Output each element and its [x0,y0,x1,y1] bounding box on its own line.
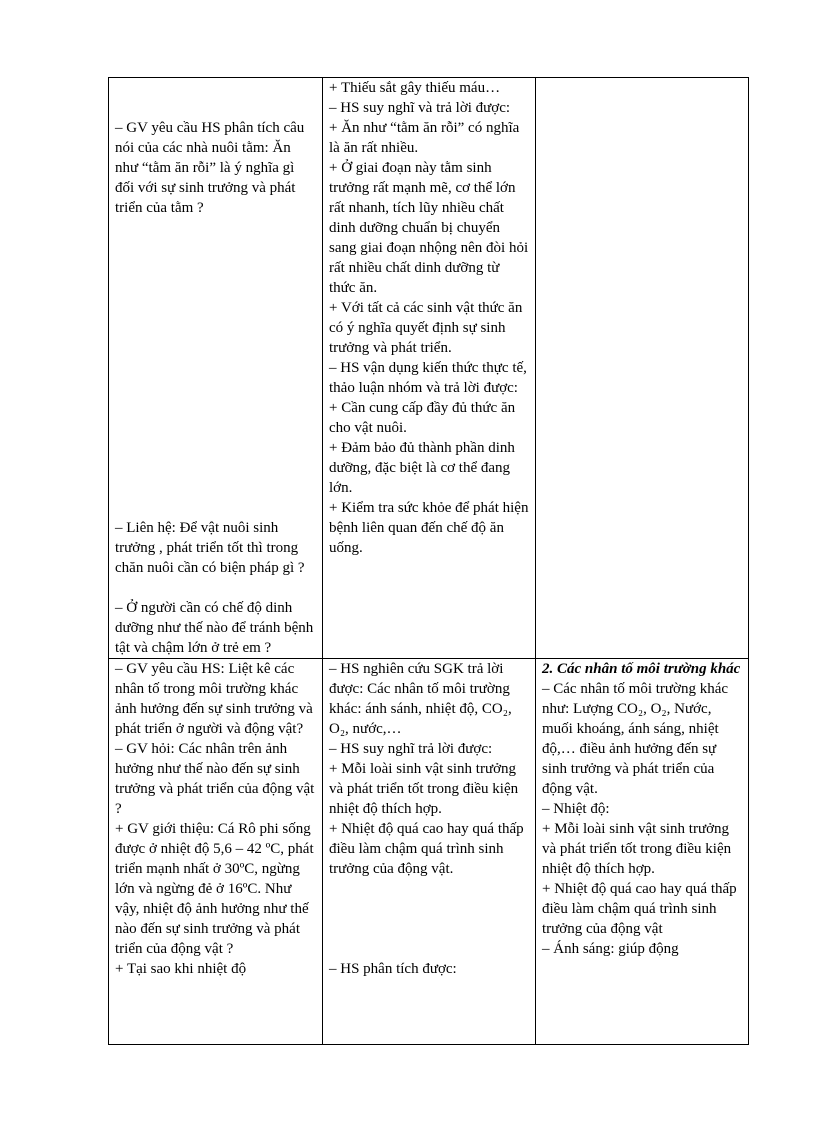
cell-paragraph: + Tại sao khi nhiệt độ [115,961,247,977]
teacher-activity-cell [109,78,323,659]
cell-paragraph: + Thiếu sắt gây thiếu máu… [329,80,501,96]
cell-paragraph: + Mỗi loài sinh vật sinh trưởng và phát triển tốt trong điều kiện nhiệt độ thích hợp. [542,821,732,877]
cell-paragraph: – GV yêu cầu HS phân tích câu nói của các nhà nuôi tằm: Ăn như “tằm ăn rỗi” là ý nghĩa gì đối với sự sinh trưởng và phát triển của tằm ? [115,120,305,216]
cell-paragraph [115,298,316,318]
lesson-table [108,77,749,1045]
cell-paragraph: + Kiểm tra sức khỏe để phát hiện bệnh liên quan đến chế độ ăn uống. [329,500,529,556]
cell-paragraph [115,78,316,98]
student-activity-cell [323,659,536,1045]
cell-paragraph: – HS suy nghĩ trả lời được: [329,741,493,757]
cell-paragraph [115,498,316,518]
teacher-activity-cell [109,659,323,1045]
cell-paragraph [115,398,316,418]
cell-paragraph: – HS phân tích được: [329,961,457,977]
cell-paragraph: + GV giới thiệu: Cá Rô phi sống được ở nhiệt độ 5,6 – 42 ºC, phát triển mạnh nhất ở 30ºC, ngừng lớn và ngừng đẻ ở 16ºC. Như vậy, nhiệt độ ảnh hưởng như thế nào đến sự sinh trưởng và phát triển của động vật ? [115,821,314,957]
cell-paragraph [115,578,316,598]
cell-paragraph: – HS suy nghĩ và trả lời được: [329,100,511,116]
cell-paragraph: + Mỗi loài sinh vật sinh trưởng và phát triển tốt trong điều kiện nhiệt độ thích hợp. [329,761,519,817]
cell-paragraph: + Cần cung cấp đầy đủ thức ăn cho vật nuôi. [329,400,516,436]
cell-paragraph [115,418,316,438]
table-row-2 [109,659,749,1045]
cell-paragraph: + Ăn như “tằm ăn rỗi” có nghĩa là ăn rất nhiều. [329,120,520,156]
cell-paragraph: – Các nhân tố môi trường khác như: Lượng CO₂, O₂, Nước, muối khoáng, ánh sáng, nhiệt độ,… điều ảnh hưởng đến sự sinh trưởng và phát triển của động vật. [542,681,729,797]
cell-paragraph: – GV yêu cầu HS: Liệt kê các nhân tố trong môi trường khác ảnh hưởng đến sự sinh trưởng và phát triển ở người và động vật? [115,661,313,737]
cell-paragraph [115,358,316,378]
cell-paragraph [115,458,316,478]
content-cell [536,659,749,1045]
cell-paragraph [115,238,316,258]
content-cell [536,78,749,659]
cell-paragraph [115,338,316,358]
cell-paragraph [115,278,316,298]
cell-paragraph: + Nhiệt độ quá cao hay quá thấp điều làm chậm quá trình sinh trưởng của động vật [542,881,737,937]
cell-paragraph: – Liên hệ: Để vật nuôi sinh trưởng , phát triển tốt thì trong chăn nuôi cần có biện pháp gì ? [115,520,305,576]
cell-paragraph: – Ánh sáng: giúp động [542,941,679,957]
cell-paragraph [329,879,529,899]
cell-paragraph: + Nhiệt độ quá cao hay quá thấp điều làm chậm quá trình sinh trưởng của động vật. [329,821,524,877]
cell-paragraph: + Với tất cả các sinh vật thức ăn có ý nghĩa quyết định sự sinh trưởng và phát triển. [329,300,523,356]
section-heading: 2. Các nhân tố môi trường khác [542,661,741,677]
cell-paragraph [115,318,316,338]
cell-paragraph [329,939,529,959]
table-row-1 [109,78,749,659]
cell-paragraph [329,899,529,919]
cell-paragraph: + Ở giai đoạn này tằm sinh trưởng rất mạnh mẽ, cơ thể lớn rất nhanh, tích lũy nhiều chất dinh dưỡng chuẩn bị chuyển sang giai đoạn nhộng nên đòi hỏi rất nhiều chất dinh dưỡng từ thức ăn. [329,160,529,296]
cell-paragraph [115,218,316,238]
cell-paragraph: + Đảm bảo đủ thành phần dinh dưỡng, đặc biệt là cơ thể đang lớn. [329,440,515,496]
cell-paragraph [115,378,316,398]
cell-paragraph [115,438,316,458]
cell-paragraph: – HS nghiên cứu SGK trả lời được: Các nhân tố môi trường khác: ánh sánh, nhiệt độ, CO₂, O₂, nước,… [329,661,512,737]
student-activity-cell [323,78,536,659]
cell-paragraph: – Ở người cần có chế độ dinh dưỡng như thế nào để tránh bệnh tật và chậm lớn ở trẻ em ? [115,600,314,656]
cell-paragraph: – GV hỏi: Các nhân trên ảnh hưởng như thế nào đến sự sinh trưởng và phát triển của động vật ? [115,741,315,817]
cell-paragraph [115,478,316,498]
cell-paragraph [115,258,316,278]
cell-paragraph: – Nhiệt độ: [542,801,610,817]
cell-paragraph [115,98,316,118]
cell-paragraph: – HS vận dụng kiến thức thực tế, thảo luận nhóm và trả lời được: [329,360,527,396]
cell-paragraph [329,919,529,939]
